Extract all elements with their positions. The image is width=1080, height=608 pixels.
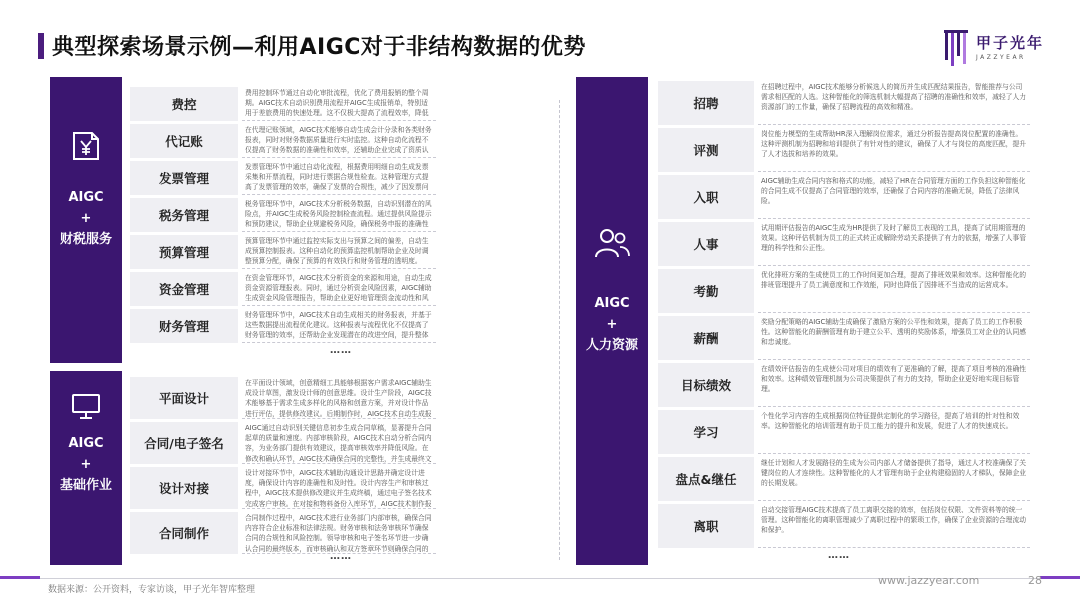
list-item — [130, 235, 436, 269]
row-label: 设计对接 — [130, 467, 238, 509]
people-icon — [593, 227, 631, 259]
list-item — [658, 316, 1030, 360]
row-description: 税务管理环节中，AIGC技术分析税务数据，自动识别潜在的风险点，并AIGC生成税务风险控制检查流程。通过提供风险提示和预防建议，帮助企业规避税务风险，确保税务申报的准确性 — [242, 198, 436, 232]
row-description: 优化排班方案的生成使员工的工作时间更加合理，提高了排班效果和效率。这种智能化的排班管理提升了员工满意度和工作效能，同时也降低了因排班不当造成的运营成本。 — [758, 269, 1030, 313]
list-item — [658, 222, 1030, 266]
row-label: 发票管理 — [130, 161, 238, 195]
rows-hr — [658, 81, 1030, 555]
panel-label-finance — [50, 77, 122, 363]
rows-basic — [130, 377, 436, 557]
row-label: 费控 — [130, 87, 238, 121]
website-url: www.jazzyear.com — [878, 574, 980, 587]
list-item — [658, 363, 1030, 407]
row-description: 在平面设计领域，创意精细工具能够根据客户需求AIGC辅助生成设计草图，激发设计师的创意思维。设计生产阶段，AIGC技术能够基于需求生成多样化的风格和创意方案，并对设计作品进行评估，提供修改建议。后期制作时，AIGC技术自动生成报 — [242, 377, 436, 419]
row-description: 费用控制环节通过自动化审批流程，优化了费用报销的整个周期。AIGC技术自动识别费用流程并AIGC生成报销单，特别适用于差旅费用的快速处理。这不仅极大提高了流程效率，降低 — [242, 87, 436, 121]
list-item — [658, 410, 1030, 454]
panel-label-text: AIGC + 基础作业 — [59, 436, 112, 493]
row-description: 继任计划和人才发展路径的生成为公司内部人才储备提供了指导，通过人才校准确保了关键岗位的人才连续性。这种智能化的人才管理有助于企业构建稳固的人才梯队，保障企业的长期发展。 — [758, 457, 1030, 501]
row-label: 预算管理 — [130, 235, 238, 269]
more-ellipsis: …… — [828, 550, 850, 561]
row-label: 合同制作 — [130, 512, 238, 554]
panel-label-text: AIGC + 财税服务 — [59, 190, 112, 247]
list-item — [130, 512, 436, 554]
list-item — [658, 175, 1030, 219]
list-item — [658, 269, 1030, 313]
row-label: 财务管理 — [130, 309, 238, 343]
row-description: 预算管理环节中通过监控实际支出与预算之间的偏差，自动生成预算控制报表。这种自动化的预算监控机制帮助企业及时调整预算分配，确保了预算的有效执行和财务管理的透明度。 — [242, 235, 436, 269]
panel-label-basic — [50, 371, 122, 565]
panel-hr — [576, 77, 1036, 565]
row-label: 平面设计 — [130, 377, 238, 419]
row-description: AIGC辅助生成合同内容和格式的功能，减轻了HR在合同管理方面的工作负担这种智能化的合同生成不仅提高了合同管理的效率，还确保了合同内容的准确无误，降低了法律风险。 — [758, 175, 1030, 219]
logo-subtitle: JAZZYEAR — [976, 54, 1026, 61]
panel-basic-ops — [50, 371, 544, 565]
list-item — [658, 128, 1030, 172]
row-description: 个性化学习内容的生成根据岗位特征提供定制化的学习路径，提高了培训的针对性和效率。这种智能化的培训管理有助于员工能力的提升和发展，促进了人才的快速成长。 — [758, 410, 1030, 454]
panel-label-hr — [576, 77, 648, 565]
row-description: 设计对接环节中，AIGC技术辅助沟通设计思路并确定设计进度，确保设计内容的准确性和及时性。设计内容生产和审核过程中，AIGC技术提供修改建议并生成终稿，通过电子签名技术完成客户审核。在对接和物料备份入库环节，AIGC技术制作报 — [242, 467, 436, 509]
list-item — [130, 422, 436, 464]
row-label: 考勤 — [658, 269, 754, 313]
list-item — [130, 161, 436, 195]
list-item — [130, 377, 436, 419]
list-item — [130, 272, 436, 306]
rows-finance — [130, 87, 436, 355]
page-number: 28 — [1028, 574, 1042, 587]
yen-document-icon — [71, 129, 101, 163]
row-description: 发票管理环节中通过自动化流程，根据费用明细自动生成发票采集和开票流程，同时进行票据合规性检查。这种管理方式提高了发票管理的效率，确保了发票的合规性，减少了因发票问 — [242, 161, 436, 195]
row-label: 税务管理 — [130, 198, 238, 232]
list-item — [658, 81, 1030, 125]
row-label: 合同/电子签名 — [130, 422, 238, 464]
list-item — [130, 309, 436, 343]
row-description: 奖励分配策略的AIGC辅助生成确保了激励方案的公平性和效果，提高了员工的工作积极性。这种智能化的薪酬管理有助于建立公平、透明的奖励体系，增强员工对企业的认同感和忠诚度。 — [758, 316, 1030, 360]
list-item — [130, 87, 436, 121]
row-label: 目标绩效 — [658, 363, 754, 407]
panel-label-text: AIGC + 人力资源 — [585, 296, 638, 353]
row-label: 离职 — [658, 504, 754, 548]
row-description: 试用期评估报告的AIGC生成为HR提供了及时了解员工表现的工具，提高了试用期管理的效果。这种评估机制为员工的正式转正或解除劳动关系提供了有力的依据，增强了人事管理的科学性和公正性。 — [758, 222, 1030, 266]
logo — [944, 28, 1054, 70]
list-item — [130, 467, 436, 509]
footer-accent-right — [1040, 576, 1080, 579]
row-label: 代记账 — [130, 124, 238, 158]
column-divider — [559, 100, 560, 560]
logo-name: 甲子光年 — [976, 34, 1045, 52]
row-label: 评测 — [658, 128, 754, 172]
page-title: 典型探索场景示例—利用AIGC对于非结构数据的优势 — [52, 35, 586, 60]
row-label: 招聘 — [658, 81, 754, 125]
row-description: 岗位能力模型的生成帮助HR深入理解岗位需求，通过分析报告提高岗位配置的准确性。这种评测机制为招聘和培训提供了有针对性的建议，确保了人才与岗位的高度匹配，提升了人才选拔和培养的效果。 — [758, 128, 1030, 172]
title-accent-bar — [38, 33, 44, 59]
row-label: 盘点&继任 — [658, 457, 754, 501]
more-ellipsis: …… — [330, 345, 352, 356]
row-label: 人事 — [658, 222, 754, 266]
row-description: 在资金管理环节，AIGC技术分析资金的来源和用途，自动生成资金资源管理报表。同时，通过分析资金风险因素，AIGC辅助生成资金风险管理报告，帮助企业更好地管理资金流动性和风 — [242, 272, 436, 306]
panel-finance-tax — [50, 77, 544, 363]
data-source-note: 数据来源：公开资料，专家访谈，甲子光年智库整理 — [48, 585, 256, 595]
row-description: 合同制作过程中，AIGC技术进行业务部门内部审核，确保合同内容符合企业标准和法律法规。财务审核和法务审核环节确保合同的合规性和风险控制。领导审核和电子签名环节进一步确认合同的最终版本，而审核确认和双方签章环节则确保合同的 — [242, 512, 436, 554]
row-label: 薪酬 — [658, 316, 754, 360]
row-label: 资金管理 — [130, 272, 238, 306]
footer-accent-left — [0, 576, 40, 579]
row-description: 在招聘过程中，AIGC技术能够分析候选人的简历并生成匹配结果报告，智能推荐与公司需求相匹配的人选。这种智能化的筛选机制大幅提高了招聘的准确性和效率，减轻了人力资源部门的工作量，确保了招聘流程的高效和精准。 — [758, 81, 1030, 125]
logo-mark-icon — [944, 28, 970, 68]
list-item — [658, 457, 1030, 501]
row-description: AIGC通过自动识别关键信息初步生成合同草稿，显著提升合同起草的质量和速度。内部审核阶段，AIGC技术自动分析合同内容，为业务部门提供有效建议，提高审核效率并降低风险。在修改和确认环节，AIGC技术确保合同的完整性，并生成最终文 — [242, 422, 436, 464]
list-item — [130, 124, 436, 158]
row-label: 入职 — [658, 175, 754, 219]
row-description: 自动交接管理AIGC技术提高了员工离职交接的效率，包括岗位权限、文件资料等的统一管理。这种智能化的离职管理减少了离职过程中的繁琐工作，确保了企业资源的合理流动和保护。 — [758, 504, 1030, 548]
row-description: 在代理记账领域，AIGC技术能够自动生成会计分录和各类财务报表，同时对财务数据质量进行实时监控。这种自动化流程不仅提高了财务数据的准确性和效率，还辅助企业完成了资质认 — [242, 124, 436, 158]
list-item — [658, 504, 1030, 548]
more-ellipsis: …… — [330, 551, 352, 562]
monitor-icon — [71, 393, 101, 421]
row-label: 学习 — [658, 410, 754, 454]
row-description: 在绩效评估报告的生成使公司对项目的绩效有了更准确的了解，提高了项目考核的准确性和效率。这种绩效管理机制为公司决策提供了有力的支持，帮助企业更好地实现目标管理。 — [758, 363, 1030, 407]
list-item — [130, 198, 436, 232]
row-description: 财务管理环节中，AIGC技术自动生成相关的财务报表，并基于这些数据提出流程优化建议。这种报表与流程优化不仅提高了财务管理的效率，还帮助企业发现潜在的改进空间，提升整体 — [242, 309, 436, 343]
